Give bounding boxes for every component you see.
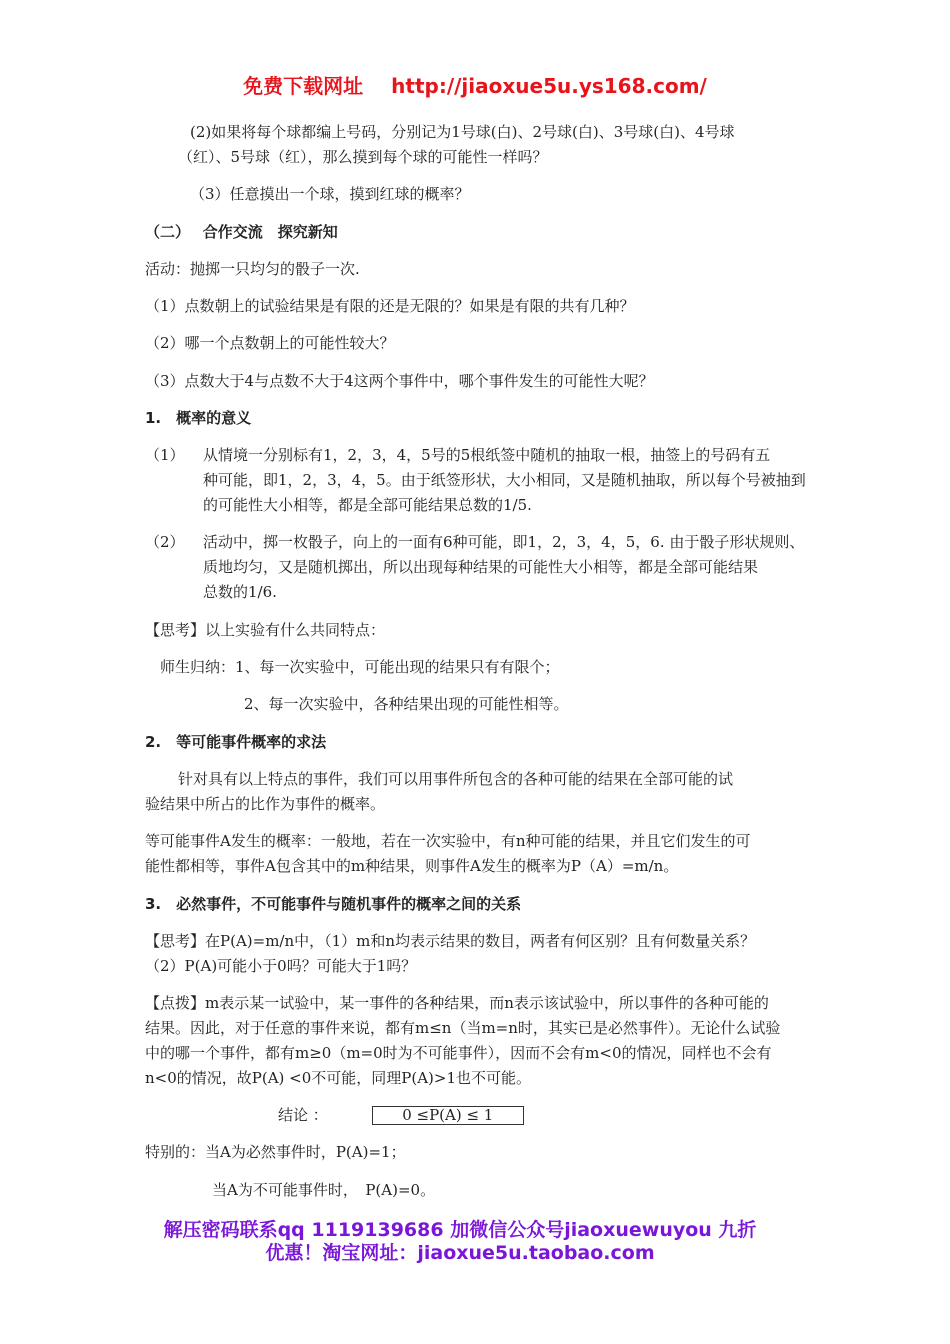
explain-1-line-1: 针对具有以上特点的事件，我们可以用事件所包含的各种可能的结果在全部可能的试 [178, 770, 734, 788]
explain-2-line-2: 能性都相等，事件A包含其中的m种结果，则事件A发生的概率为P（A）=m/n。 [145, 857, 679, 875]
think-2-line-1: 【思考】在P(A)=m/n中，（1）m和n均表示结果的数目，两者有何区别？且有何数量关系？ [145, 932, 756, 950]
header-label: 免费下载网址 [243, 74, 364, 98]
conclusion-formula-box: 0 ≤P(A) ≤ 1 [372, 1106, 524, 1125]
think-1: 【思考】以上实验有什么共同特点： [145, 621, 386, 639]
heading-relationship: 3. 必然事件，不可能事件与随机事件的概率之间的关系 [145, 895, 522, 913]
special-case-2: 当A为不可能事件时， P(A)=0。 [212, 1181, 436, 1199]
point-2-number: （2） [145, 533, 185, 551]
point-1-line-2: 种可能，即1，2，3，4，5。由于纸签形状，大小相同，又是随机抽取，所以每个号被抽到 [203, 471, 806, 489]
point-1-line-3: 的可能性大小相等，都是全部可能结果总数的1/5. [203, 496, 532, 514]
watermark-footer-line-1: 解压密码联系qq 1119139686 加微信公众号jiaoxuewuyou 九折 [163, 1219, 757, 1241]
heading-meaning-of-probability: 1. 概率的意义 [145, 409, 252, 427]
summary-2: 2、每一次实验中，各种结果出现的可能性相等。 [244, 695, 569, 713]
think-2-line-2: （2）P(A)可能小于0吗？可能大于1吗？ [145, 957, 417, 975]
hint-line-3: 中的哪一个事件，都有m≥0（m=0时为不可能事件），因而不会有m<0的情况，同样也不会有 [145, 1044, 772, 1062]
activity-q2: （2）哪一个点数朝上的可能性较大？ [145, 334, 395, 352]
question-2-line-2: （红）、5号球（红），那么摸到每个球的可能性一样吗？ [178, 148, 548, 166]
activity-q1: （1）点数朝上的试验结果是有限的还是无限的？如果是有限的共有几种？ [145, 297, 635, 315]
header-url[interactable]: http://jiaoxue5u.ys168.com/ [391, 74, 707, 98]
conclusion [278, 1105, 524, 1125]
watermark-footer-line-2: 优惠！淘宝网址：jiaoxue5u.taobao.com [265, 1242, 655, 1264]
point-2-line-3: 总数的1/6. [203, 583, 277, 601]
question-2-line-1: (2)如果将每个球都编上号码，分别记为1号球(白)、2号球(白)、3号球(白)、4号球 [190, 123, 735, 141]
question-3: （3）任意摸出一个球，摸到红球的概率？ [190, 185, 470, 203]
point-1-number: （1） [145, 446, 185, 464]
explain-2-line-1: 等可能事件A发生的概率：一般地，若在一次实验中，有n种可能的结果，并且它们发生的可 [145, 832, 751, 850]
activity: 活动：抛掷一只均匀的骰子一次. [145, 260, 360, 278]
point-1-line-1: 从情境一分别标有1，2，3，4，5号的5根纸签中随机的抽取一根，抽签上的号码有五 [203, 446, 771, 464]
hint-line-4: n<0的情况，故P(A) <0不可能，同理P(A)>1也不可能。 [145, 1069, 532, 1087]
summary-1: 师生归纳：1、每一次实验中，可能出现的结果只有有限个； [160, 658, 560, 676]
conclusion-label: 结论 ： [278, 1106, 328, 1124]
section-heading-2: （二） 合作交流 探究新知 [145, 223, 338, 241]
point-2-line-1: 活动中，掷一枚骰子，向上的一面有6种可能，即1，2，3，4，5，6. 由于骰子形状规则、 [203, 533, 805, 551]
hint-line-2: 结果。因此，对于任意的事件来说，都有m≤n（当m=n时，其实已是必然事件）。无论什么试验 [145, 1019, 781, 1037]
explain-1-line-2: 验结果中所占的比作为事件的概率。 [145, 795, 386, 813]
heading-equal-likelihood: 2. 等可能事件概率的求法 [145, 733, 327, 751]
hint-line-1: 【点拨】m表示某一试验中，某一事件的各种结果，而n表示该试验中，所以事件的各种可能的 [145, 994, 769, 1012]
point-2-line-2: 质地均匀，又是随机掷出，所以出现每种结果的可能性大小相等，都是全部可能结果 [203, 558, 759, 576]
activity-q3: （3）点数大于4与点数不大于4这两个事件中，哪个事件发生的可能性大呢？ [145, 372, 654, 390]
watermark-header [0, 70, 950, 99]
special-case-1: 特别的：当A为必然事件时，P(A)=1； [145, 1143, 406, 1161]
